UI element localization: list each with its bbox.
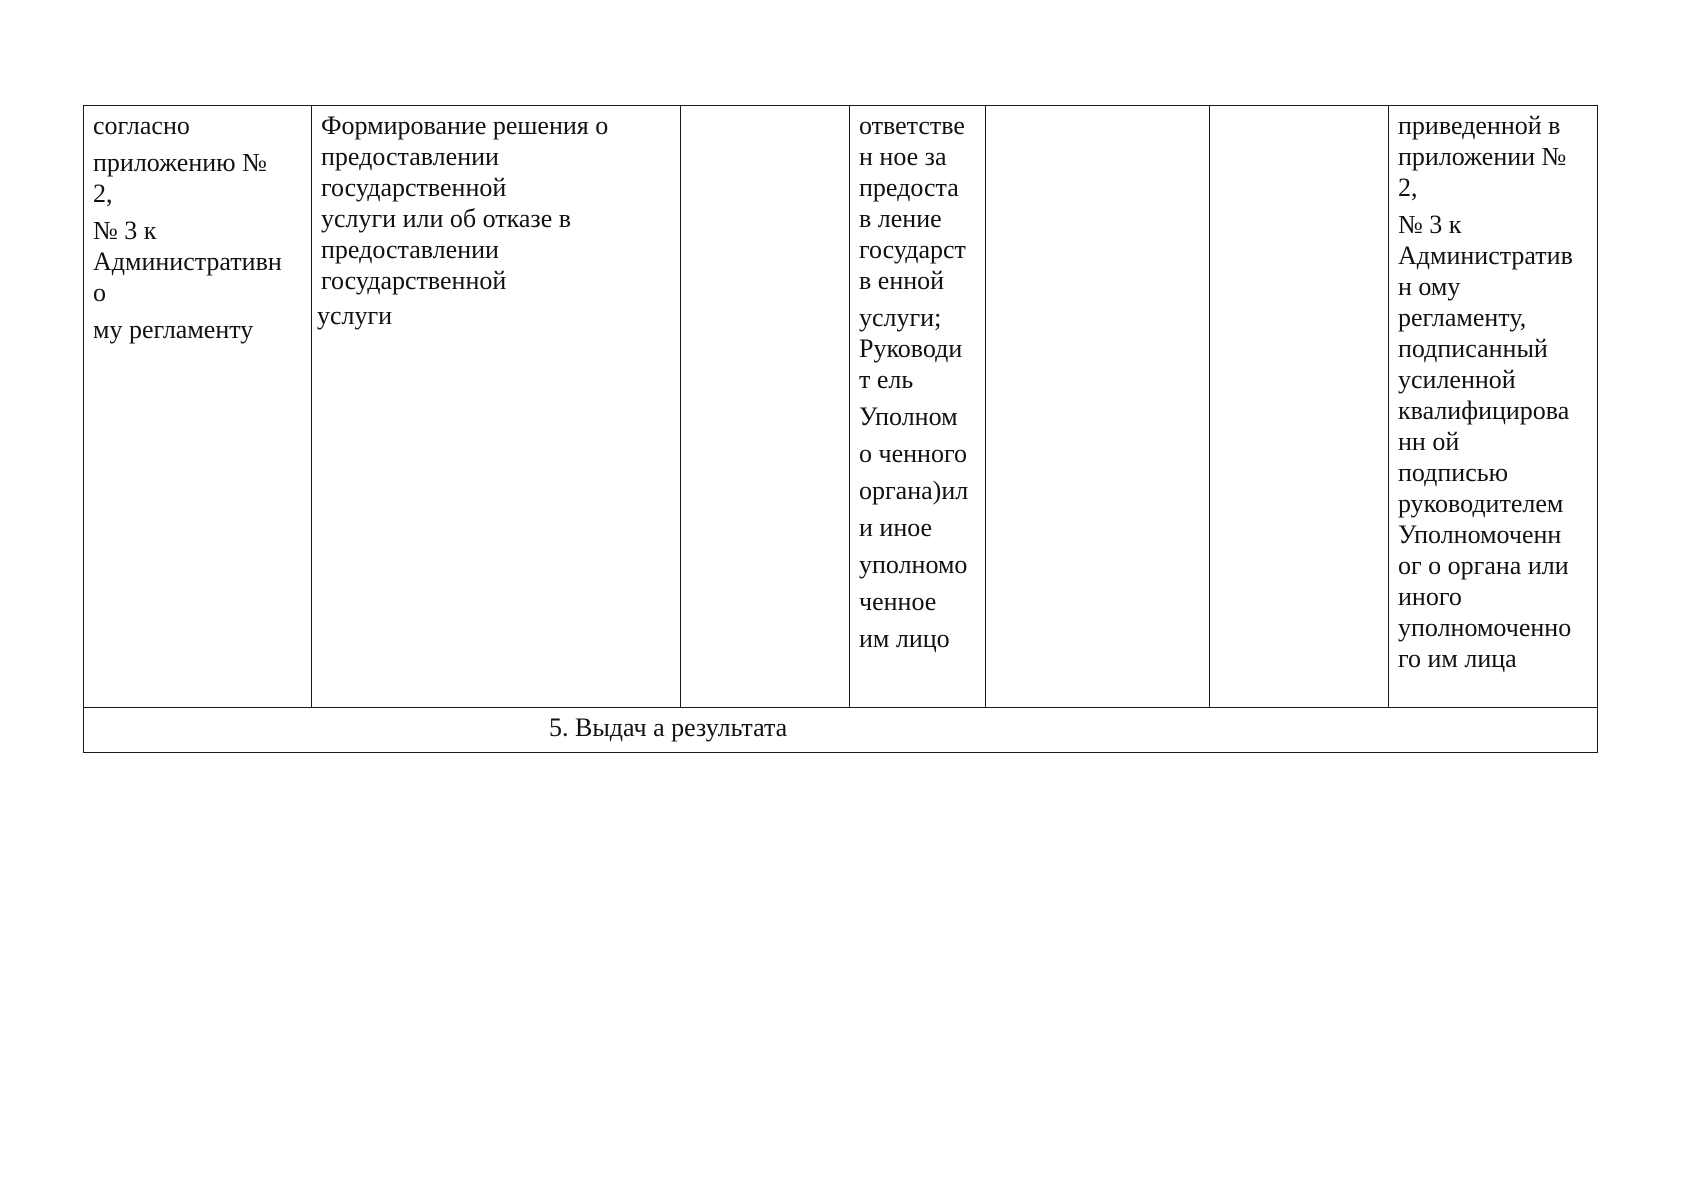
cell-text: н ому	[1398, 272, 1461, 301]
cell-text: н ное за	[859, 142, 947, 171]
cell-text: государст	[859, 235, 966, 264]
cell-text: ченное	[859, 587, 937, 616]
cell-empty	[986, 106, 1210, 708]
cell-text: подписанный	[1398, 334, 1548, 363]
cell-text: в ление	[859, 204, 942, 233]
cell-text: им лицо	[859, 624, 950, 653]
cell-text: Административ	[1398, 241, 1573, 270]
cell-text: нн ой	[1398, 427, 1460, 456]
cell-text: т ель	[859, 365, 914, 394]
cell-text: му регламенту	[93, 315, 254, 344]
cell-text: услуги или об отказе в	[321, 204, 572, 233]
cell-text: органа)ил	[859, 476, 969, 505]
cell-text: предоставлении	[321, 235, 499, 264]
cell-text: ответстве	[859, 111, 965, 140]
cell-text: о	[93, 278, 106, 307]
cell-result	[1389, 106, 1598, 708]
section-header-cell	[84, 708, 1598, 753]
cell-text: и иное	[859, 513, 933, 542]
section-title: 5. Выдач а результата	[549, 713, 788, 742]
cell-text: предоставлении	[321, 142, 499, 171]
cell-empty	[1210, 106, 1389, 708]
cell-basis	[84, 106, 312, 708]
cell-empty	[681, 106, 850, 708]
cell-text: государственной	[321, 173, 507, 202]
cell-text: № 3 к	[93, 216, 157, 245]
cell-text: услуги	[317, 301, 393, 330]
cell-text: о ченного	[859, 439, 967, 468]
cell-text: 2,	[1398, 173, 1418, 202]
cell-text: квалифицирова	[1398, 396, 1570, 425]
cell-text: 2,	[93, 179, 113, 208]
cell-text: Руководи	[859, 334, 963, 363]
cell-text: государственной	[321, 266, 507, 295]
cell-text: Уполномоченн	[1398, 520, 1562, 549]
cell-responsible	[850, 106, 986, 708]
cell-text: уполномоченно	[1398, 613, 1572, 642]
table-row	[84, 708, 1598, 753]
cell-text: предоста	[859, 173, 959, 202]
cell-text: приведенной в	[1398, 111, 1561, 140]
table-row	[84, 106, 1598, 708]
cell-text: уполномо	[859, 550, 968, 579]
cell-text: Административн	[93, 247, 282, 276]
cell-text: усиленной	[1398, 365, 1516, 394]
cell-action	[312, 106, 681, 708]
regulation-table	[83, 105, 1598, 753]
cell-text: согласно	[93, 111, 190, 140]
cell-text: № 3 к	[1398, 210, 1462, 239]
cell-text: руководителем	[1398, 489, 1564, 518]
cell-text: подписью	[1398, 458, 1509, 487]
cell-text: в енной	[859, 266, 945, 295]
cell-text: иного	[1398, 582, 1462, 611]
cell-text: го им лица	[1398, 644, 1517, 673]
cell-text: приложению №	[93, 148, 267, 177]
cell-text: Уполном	[859, 402, 958, 431]
cell-text: Формирование решения о	[321, 111, 609, 140]
cell-text: приложении №	[1398, 142, 1567, 171]
cell-text: услуги;	[859, 303, 942, 332]
cell-text: регламенту,	[1398, 303, 1527, 332]
cell-text: ог о органа или	[1398, 551, 1569, 580]
